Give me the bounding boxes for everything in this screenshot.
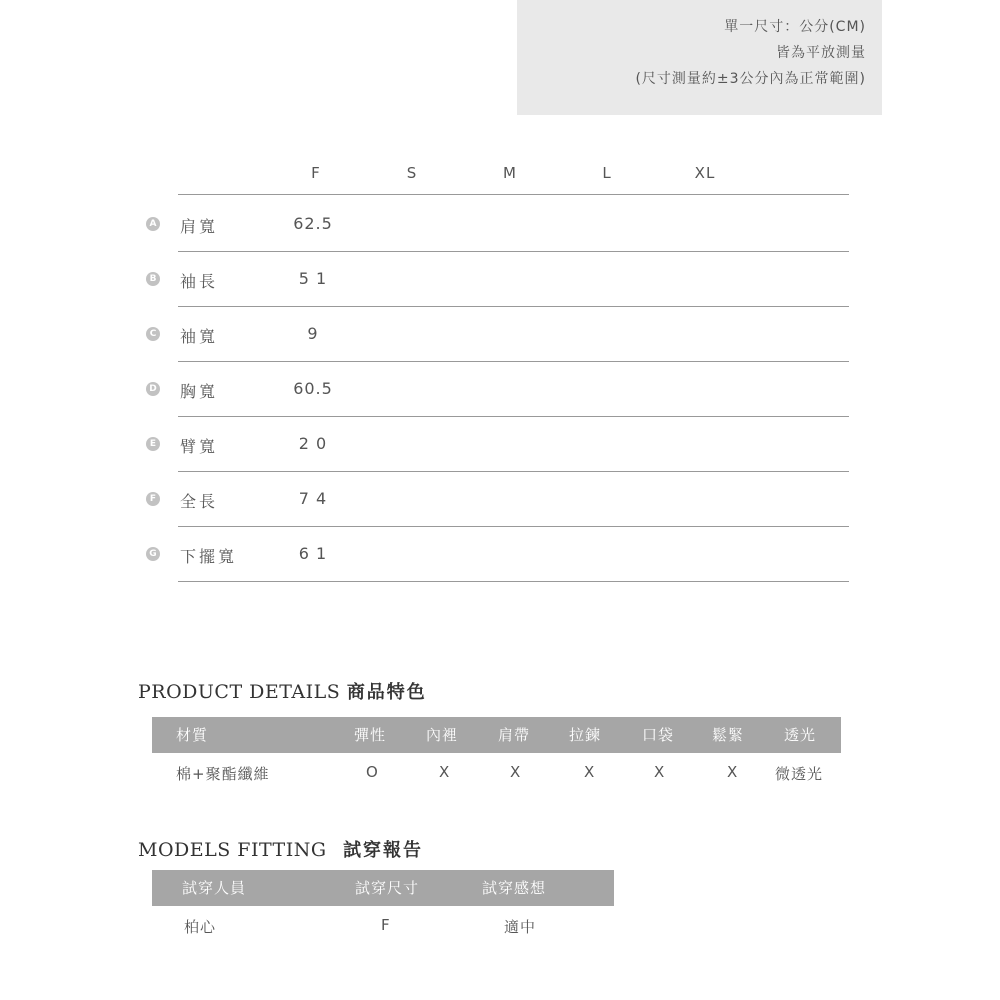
value-material: 棉+聚酯纖維 — [176, 765, 270, 783]
header-zipper: 拉鍊 — [569, 726, 602, 744]
size-col-f: F — [311, 164, 321, 182]
models-fitting-title-en: MODELS FITTING — [138, 839, 327, 861]
size-col-l: L — [602, 164, 612, 182]
badge-a-icon: A — [146, 217, 160, 231]
header-model: 試穿人員 — [182, 879, 247, 897]
badge-b-icon: B — [146, 272, 160, 286]
measure-label: 肩寬 — [180, 217, 219, 236]
measure-value-f: 60.5 — [293, 379, 333, 398]
measure-row-shoulder — [0, 197, 1000, 252]
row-divider — [178, 581, 849, 582]
measure-value-f: 9 — [307, 324, 319, 343]
size-note-method: 皆為平放測量 — [776, 45, 866, 61]
measure-value-f: 6 1 — [298, 544, 328, 563]
measure-label: 全長 — [180, 492, 219, 511]
value-elastic: X — [727, 763, 739, 781]
badge-d-icon: D — [146, 382, 160, 396]
measure-row-total-length — [0, 472, 1000, 527]
measure-value-f: 5 1 — [298, 269, 328, 288]
measure-label: 袖寬 — [180, 327, 219, 346]
measure-value-f: 7 4 — [298, 489, 328, 508]
value-sheer: 微透光 — [775, 765, 824, 783]
value-pocket: X — [654, 763, 666, 781]
badge-c-icon: C — [146, 327, 160, 341]
header-lining: 內裡 — [426, 726, 459, 744]
product-details-title — [138, 678, 427, 704]
measure-label: 臂寬 — [180, 437, 219, 456]
value-stretch: O — [366, 763, 379, 781]
header-material: 材質 — [176, 726, 209, 744]
header-divider — [178, 194, 849, 195]
badge-f-icon: F — [146, 492, 160, 506]
measure-label: 袖長 — [180, 272, 219, 291]
measure-label: 下擺寬 — [180, 547, 238, 566]
header-stretch: 彈性 — [354, 726, 387, 744]
value-zipper: X — [584, 763, 596, 781]
models-fitting-title-zh: 試穿報告 — [343, 840, 424, 861]
size-col-m: M — [503, 164, 517, 182]
size-note-unit: 單一尺寸：公分(CM) — [724, 19, 866, 35]
header-elastic: 鬆緊 — [712, 726, 745, 744]
size-col-s: S — [406, 164, 418, 182]
product-details-header-bar — [152, 717, 841, 753]
product-details-title-zh: 商品特色 — [346, 682, 427, 703]
header-pocket: 口袋 — [642, 726, 675, 744]
header-sheer: 透光 — [784, 726, 817, 744]
header-fit-size: 試穿尺寸 — [355, 879, 420, 897]
measure-value-f: 62.5 — [293, 214, 333, 233]
measure-row-sleeve-length — [0, 252, 1000, 307]
measure-value-f: 2 0 — [298, 434, 328, 453]
measure-row-hem — [0, 527, 1000, 582]
value-fit-feedback: 適中 — [504, 918, 537, 936]
models-fitting-header-bar — [152, 870, 614, 906]
size-col-xl: XL — [694, 164, 716, 182]
header-fit-feedback: 試穿感想 — [482, 879, 547, 897]
size-note-tolerance: (尺寸測量約±3公分內為正常範圍) — [635, 71, 866, 87]
models-fitting-title — [138, 836, 423, 862]
value-fit-size: F — [381, 916, 391, 934]
badge-e-icon: E — [146, 437, 160, 451]
measure-row-chest — [0, 362, 1000, 417]
product-details-title-en: PRODUCT DETAILS — [138, 681, 341, 703]
measure-row-sleeve-width — [0, 307, 1000, 362]
measure-row-arm — [0, 417, 1000, 472]
badge-g-icon: G — [146, 547, 160, 561]
size-note-box — [517, 0, 882, 115]
value-model: 柏心 — [184, 918, 217, 936]
header-strap: 肩帶 — [498, 726, 531, 744]
size-table-header — [0, 164, 1000, 184]
measure-label: 胸寬 — [180, 382, 219, 401]
value-lining: X — [439, 763, 451, 781]
value-strap: X — [510, 763, 522, 781]
